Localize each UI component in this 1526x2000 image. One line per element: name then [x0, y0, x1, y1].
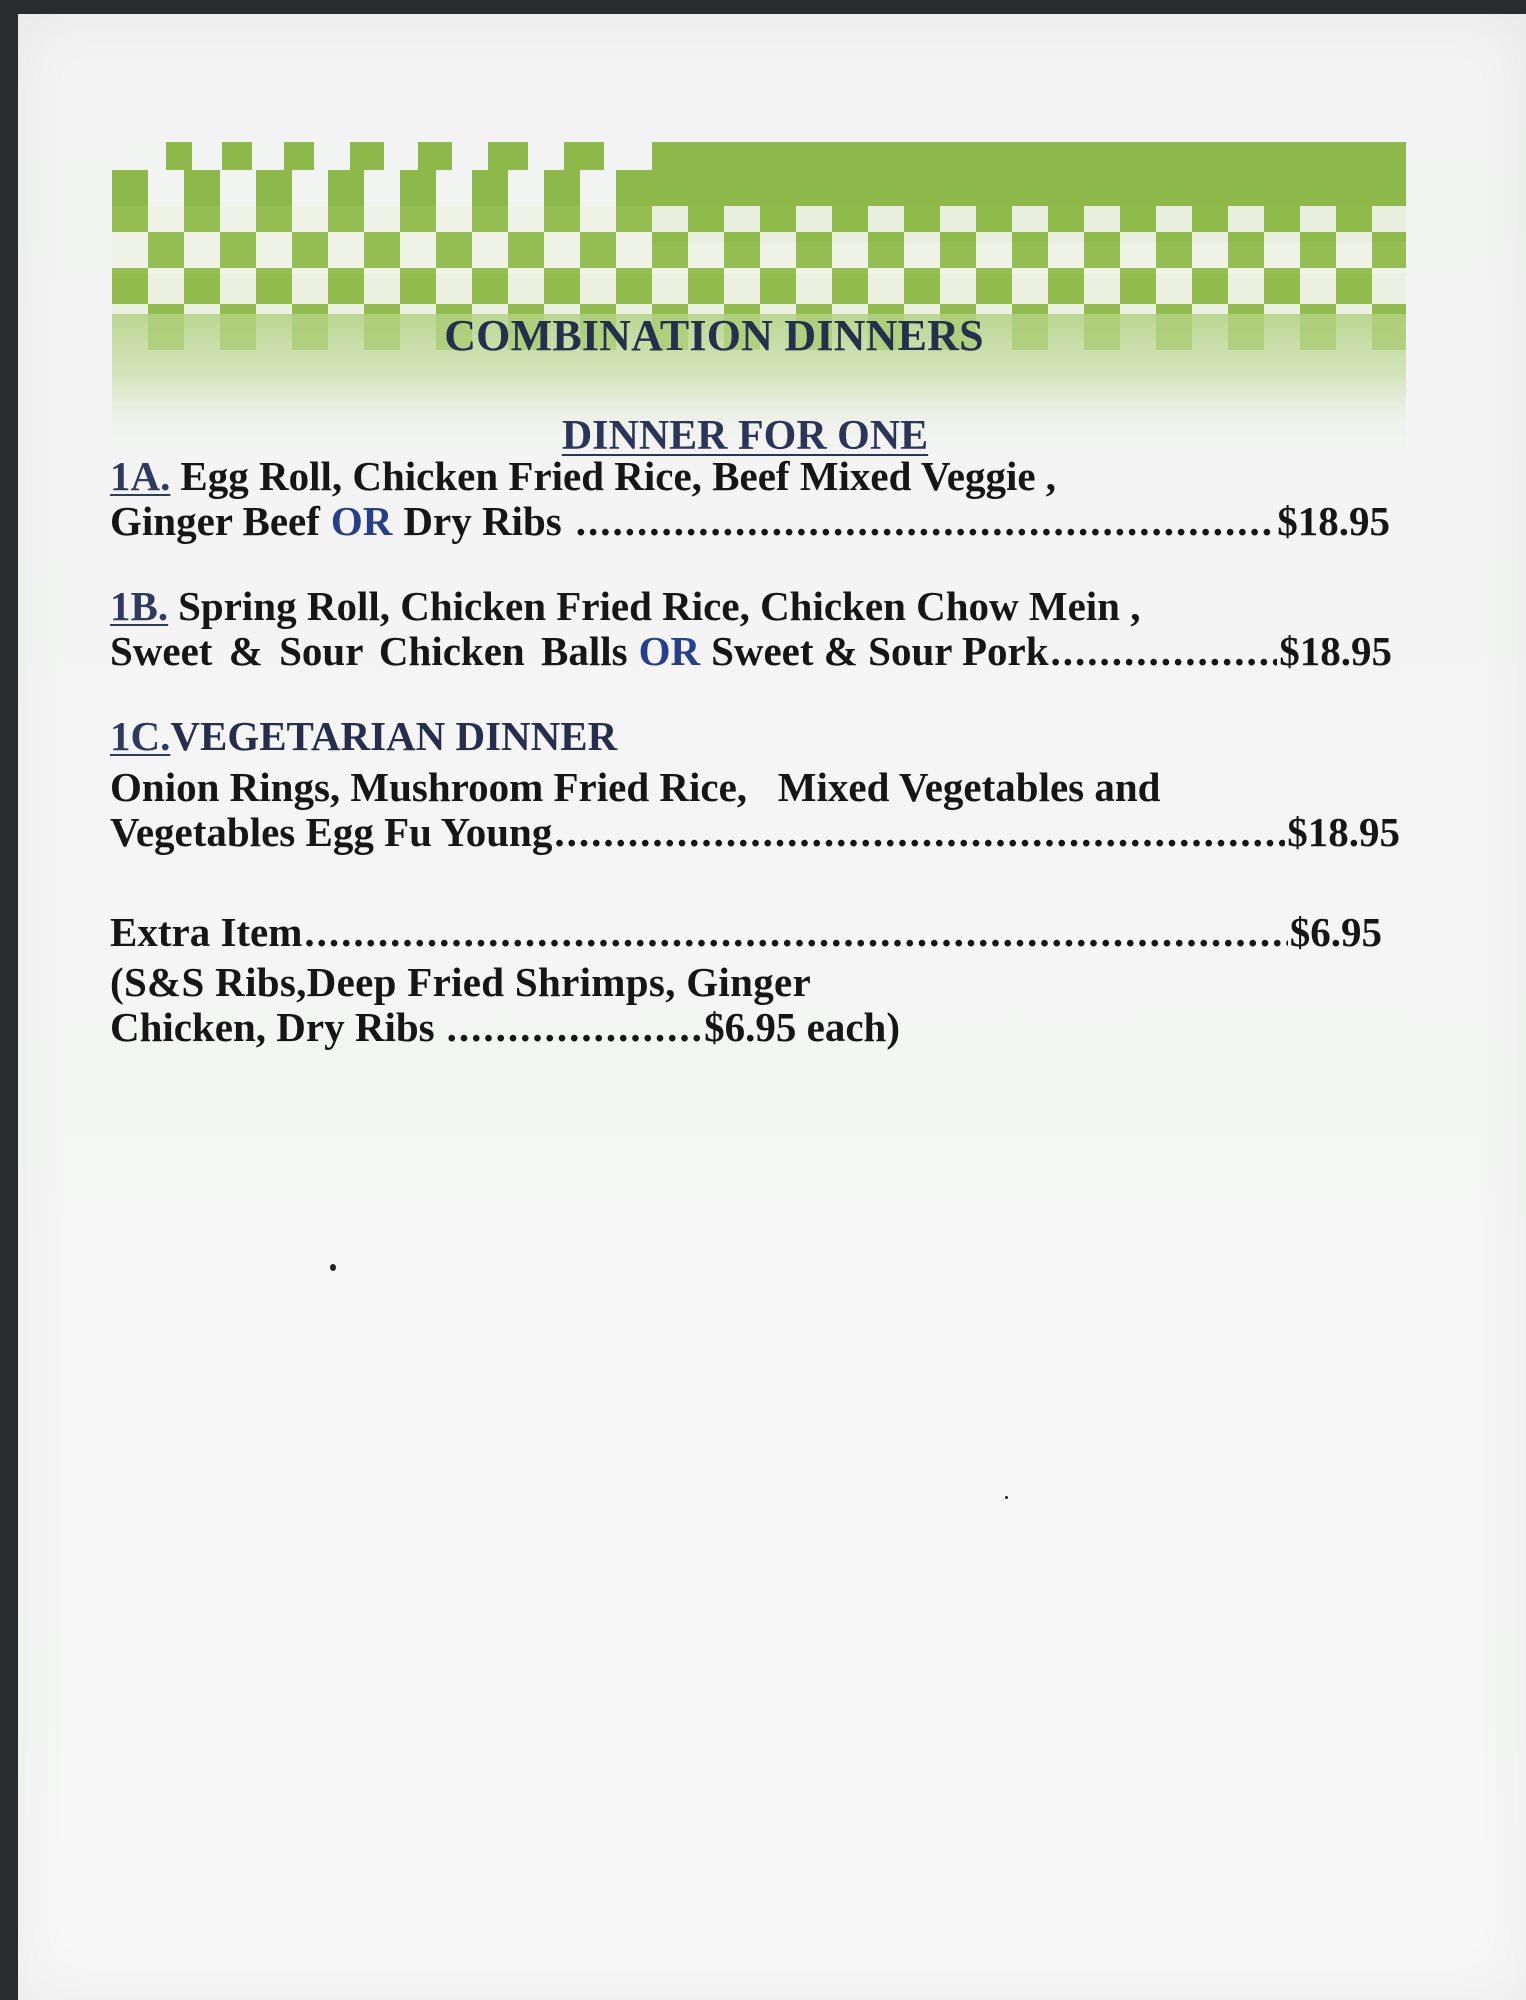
menu-item-1c — [110, 714, 1400, 855]
item-choice-a: Sweet & Sour Chicken Balls — [110, 628, 628, 674]
item-code: 1C. — [110, 713, 171, 759]
dot-leader — [554, 810, 1285, 855]
item-choice-b: Sweet & Sour Pork — [711, 628, 1049, 674]
dot-leader — [304, 910, 1287, 955]
extra-item-label: Extra Item — [110, 909, 303, 955]
menu-item-1b-line2 — [110, 629, 1392, 674]
menu-page — [18, 14, 1526, 2000]
menu-item-1b — [110, 584, 1392, 674]
item-description-cont: Vegetables Egg Fu Young — [110, 809, 553, 855]
extra-item-line — [110, 910, 1382, 955]
extra-item-price: $6.95 — [1289, 909, 1382, 955]
dot-leader — [1051, 629, 1278, 674]
menu-item-1a-line1 — [110, 454, 1390, 499]
menu-item-1c-line1 — [110, 765, 1400, 810]
checkered-banner-graphic — [112, 124, 1406, 454]
menu-item-1a-line2 — [110, 499, 1390, 544]
item-price: $18.95 — [1287, 809, 1400, 855]
checkered-banner — [112, 124, 1406, 454]
item-price: $18.95 — [1279, 628, 1392, 674]
menu-item-1a — [110, 454, 1390, 544]
menu-item-1c-heading — [110, 714, 1400, 759]
menu-item-1c-line2 — [110, 810, 1400, 855]
or-word: OR — [330, 498, 393, 544]
paper-speck — [1005, 1496, 1008, 1499]
item-choice-b: Dry Ribs — [403, 498, 562, 544]
item-code: 1A. — [110, 453, 171, 499]
menu-item-1b-line1 — [110, 584, 1392, 629]
dot-leader — [447, 1005, 703, 1050]
item-description: Spring Roll, Chicken Fried Rice, Chicken Chow Mein , — [178, 583, 1141, 629]
item-description: Egg Roll, Chicken Fried Rice, Beef Mixed Veggie , — [180, 453, 1057, 499]
menu-title-text: COMBINATION DINNERS — [444, 311, 984, 360]
menu-title — [18, 310, 1444, 361]
item-heading: VEGETARIAN DINNER — [170, 713, 618, 759]
item-description: Onion Rings, Mushroom Fried Rice, Mixed Vegetables and — [110, 764, 1161, 810]
extra-item-note-price: $6.95 each) — [704, 1004, 900, 1050]
extra-item-note-line2 — [110, 1005, 900, 1050]
item-choice-a: Ginger Beef — [110, 498, 320, 544]
extra-item-note-text: Chicken, Dry Ribs — [110, 1004, 435, 1050]
item-price: $18.95 — [1277, 498, 1390, 544]
dot-leader — [576, 499, 1276, 544]
or-word: OR — [638, 628, 701, 674]
item-code: 1B. — [110, 583, 169, 629]
extra-item-note-line1: (S&S Ribs,Deep Fried Shrimps, Ginger — [110, 959, 811, 1005]
extra-item — [110, 910, 1382, 1050]
section-title-text: DINNER FOR ONE — [561, 413, 929, 459]
paper-speck — [330, 1264, 336, 1271]
